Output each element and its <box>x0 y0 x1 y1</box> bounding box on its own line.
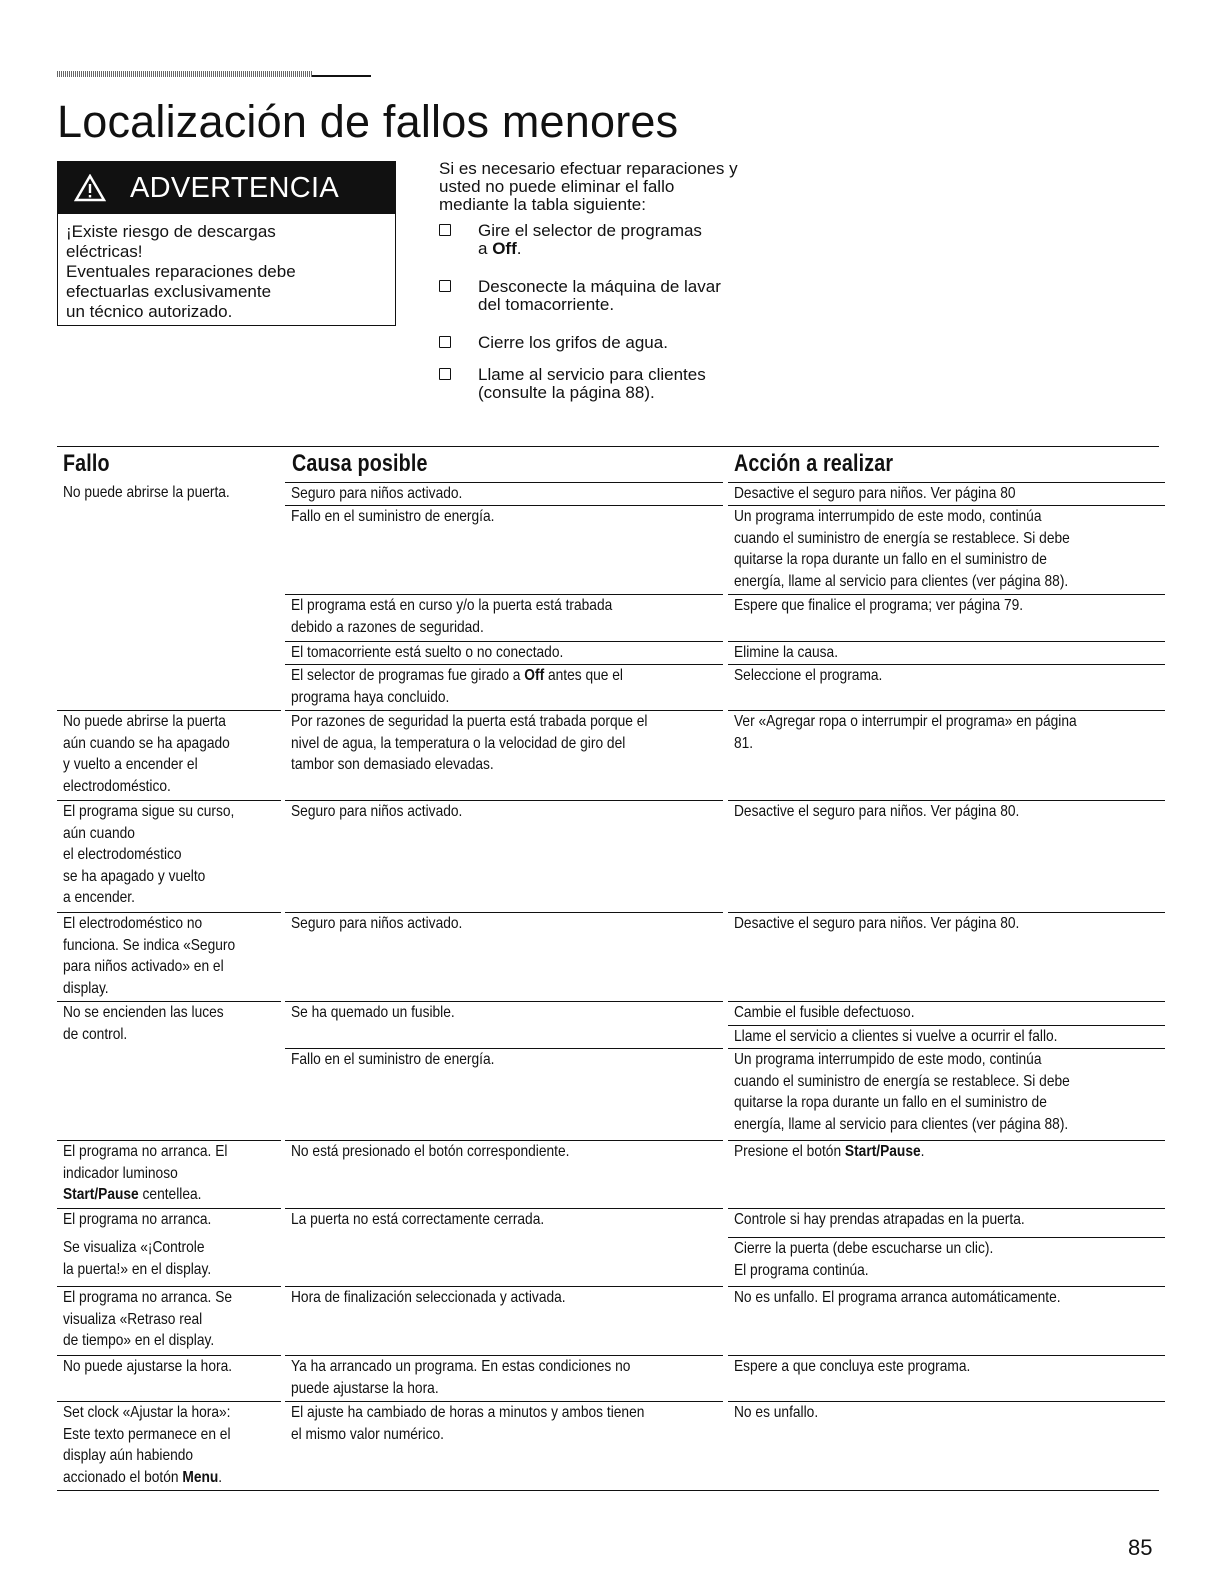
warning-triangle-icon <box>74 174 106 202</box>
intro-line: mediante la tabla siguiente: <box>439 195 646 214</box>
action-cell: Cierre la puerta (debe escucharse un clic). El programa continúa. <box>728 1237 1165 1281</box>
cause-cell: Seguro para niños activado. <box>285 800 723 823</box>
fault-cell: Se visualiza «¡Controle la puerta!» en el display. <box>63 1239 212 1278</box>
cause-cell: No está presionado el botón correspondiente. <box>285 1140 723 1163</box>
cause-cell: Fallo en el suministro de energía. <box>285 1048 723 1071</box>
table-header <box>57 446 1159 481</box>
step-line: Cierre los grifos de agua. <box>478 333 668 352</box>
checkbox-icon <box>439 368 451 380</box>
warning-text <box>58 214 395 322</box>
checkbox-icon <box>439 336 451 348</box>
cause-cell: Fallo en el suministro de energía. <box>285 505 723 528</box>
action-cell: Un programa interrumpido de este modo, continúa cuando el suministro de energía se restablece. Si debe quitarse la ropa durante un fallo en el suministro de energía, llame al servicio para clientes (ver página 88). <box>728 505 1165 592</box>
step-item <box>439 334 799 352</box>
cause-cell: Hora de finalización seleccionada y activada. <box>285 1286 723 1309</box>
action-cell: Un programa interrumpido de este modo, continúa cuando el suministro de energía se restablece. Si debe quitarse la ropa durante un fallo en el suministro de energía, llame al servicio para clientes (ver página 88). <box>728 1048 1165 1135</box>
step-line: a <box>478 239 493 258</box>
checkbox-icon <box>439 224 451 236</box>
fault-cell: El programa no arranca. Se visualiza «Retraso real de tiempo» en el display. <box>57 1286 281 1352</box>
warning-line: un técnico autorizado. <box>66 302 233 321</box>
header-action: Acción a realizar <box>734 450 894 477</box>
cause-cell: El tomacorriente está suelto o no conectado. <box>285 641 723 664</box>
warning-line: Eventuales reparaciones debe <box>66 262 296 281</box>
warning-box <box>57 161 396 326</box>
fault-cell: No puede ajustarse la hora. <box>57 1355 281 1378</box>
action-cell: Desactive el seguro para niños. Ver página 80 <box>728 482 1165 505</box>
step-line: Llame al servicio para clientes <box>478 365 706 384</box>
action-cell: Desactive el seguro para niños. Ver página 80. <box>728 800 1165 823</box>
action-cell: Elimine la causa. <box>728 641 1165 664</box>
step-line: Desconecte la máquina de lavar <box>478 277 721 296</box>
start-pause-label: Start/Pause <box>63 1186 139 1203</box>
action-cell: Llame el servicio a clientes si vuelve a ocurrir el fallo. <box>728 1025 1165 1048</box>
warning-line: ¡Existe riesgo de descargas <box>66 222 276 241</box>
fault-cell: El electrodoméstico no funciona. Se indica «Seguro para niños activado» en el display. <box>57 912 281 999</box>
step-line: Gire el selector de programas <box>478 221 702 240</box>
step-item <box>439 278 799 314</box>
action-cell: Presione el botón Start/Pause. <box>728 1140 1165 1163</box>
action-cell: Seleccione el programa. <box>728 664 1165 687</box>
cause-cell: Por razones de seguridad la puerta está trabada porque el nivel de agua, la temperatura o la velocidad de giro del tambor son demasiado elevadas. <box>285 710 723 776</box>
intro-line: usted no puede eliminar el fallo <box>439 177 675 196</box>
warning-header <box>58 162 395 214</box>
intro-line: Si es necesario efectuar reparaciones y <box>439 159 738 178</box>
header-cause: Causa posible <box>292 450 428 477</box>
warning-line: eléctricas! <box>66 242 143 261</box>
cause-cell: Ya ha arrancado un programa. En estas condiciones no puede ajustarse la hora. <box>285 1355 723 1399</box>
cause-cell: Seguro para niños activado. <box>285 912 723 935</box>
action-cell: Desactive el seguro para niños. Ver página 80. <box>728 912 1165 935</box>
menu-label: Menu <box>182 1468 219 1486</box>
table-bottom-rule <box>57 1490 1159 1491</box>
cause-cell: Seguro para niños activado. <box>285 482 723 505</box>
header-fault: Fallo <box>63 450 110 477</box>
start-pause-label: Start/Pause <box>844 1143 921 1160</box>
fault-cell: No puede abrirse la puerta aún cuando se ha apagado y vuelto a encender el electrodoméstico. <box>57 710 281 797</box>
fault-cell: El programa no arranca. <box>57 1208 281 1231</box>
page-title: Localización de fallos menores <box>57 96 679 147</box>
cause-cell: Se ha quemado un fusible. <box>285 1001 723 1024</box>
fault-cell: No se encienden las luces de control. <box>57 1001 281 1045</box>
cause-cell: El ajuste ha cambiado de horas a minutos y ambos tienen el mismo valor numérico. <box>285 1401 723 1445</box>
step-item <box>439 366 799 402</box>
step-line: . <box>516 239 522 258</box>
cause-cell: La puerta no está correctamente cerrada. <box>285 1208 723 1231</box>
intro-section <box>439 159 799 402</box>
off-label: Off <box>524 667 545 684</box>
warning-line: efectuarlas exclusivamente <box>66 282 272 301</box>
action-cell: Espere a que concluya este programa. <box>728 1355 1165 1378</box>
action-cell: Espere que finalice el programa; ver página 79. <box>728 594 1165 617</box>
action-cell: Controle si hay prendas atrapadas en la puerta. <box>728 1208 1165 1231</box>
step-line: (consulte la página 88). <box>478 383 655 402</box>
fault-cell: Set clock «Ajustar la hora»: Este texto permanece en el display aún habiendo accionado el botón Menu. <box>57 1401 281 1488</box>
cause-cell: El programa está en curso y/o la puerta está trabada debido a razones de seguridad. <box>285 594 723 638</box>
action-cell: No es unfallo. <box>728 1401 1165 1424</box>
step-item <box>439 222 799 258</box>
checkbox-icon <box>439 280 451 292</box>
step-bold: Off <box>492 239 517 258</box>
page-number: 85 <box>1128 1535 1153 1560</box>
action-cell: Ver «Agregar ropa o interrumpir el programa» en página 81. <box>728 710 1165 754</box>
action-cell: No es unfallo. El programa arranca automáticamente. <box>728 1286 1165 1309</box>
top-rule <box>57 75 371 77</box>
step-line: del tomacorriente. <box>478 295 615 314</box>
fault-cell: El programa sigue su curso, aún cuando el electrodoméstico se ha apagado y vuelto a encender. <box>57 800 281 909</box>
fault-cell: El programa no arranca. El indicador luminoso Start/Pause centellea. <box>57 1140 281 1206</box>
cause-cell: El selector de programas fue girado a Off antes que el programa haya concluido. <box>285 664 723 708</box>
action-cell: Cambie el fusible defectuoso. <box>728 1001 1165 1024</box>
fault-cell: No puede abrirse la puerta. <box>63 484 230 501</box>
warning-label: ADVERTENCIA <box>130 171 340 204</box>
